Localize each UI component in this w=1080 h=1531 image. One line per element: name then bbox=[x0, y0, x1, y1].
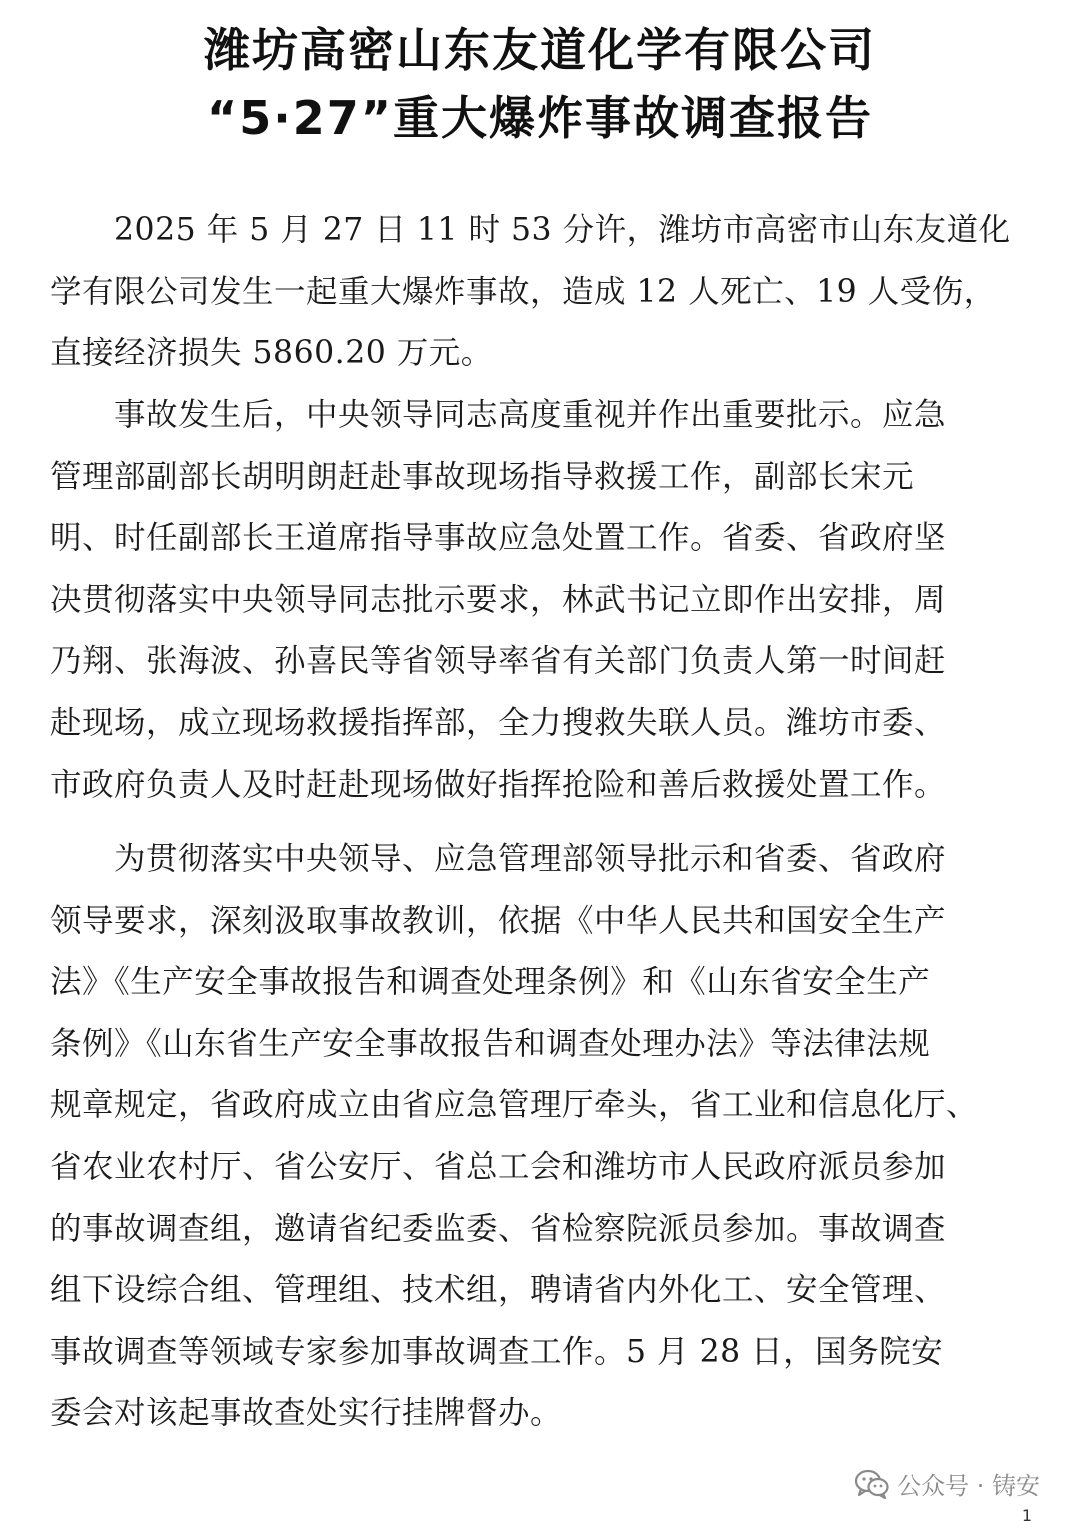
document-title-line-2: “5·27”重大爆炸事故调查报告 bbox=[207, 91, 873, 145]
paragraph-line: 事故发生后，中央领导同志高度重视并作出重要批示。应急 bbox=[114, 397, 947, 433]
paragraph-line: 事故调查等领域专家参加事故调查工作。5 月 28 日，国务院安 bbox=[50, 1333, 944, 1370]
paragraph-line: 的事故调查组，邀请省纪委监委、省检察院派员参加。事故调查 bbox=[50, 1210, 947, 1247]
paragraph-3 bbox=[50, 829, 1040, 1445]
paragraph-line: 规章规定，省政府成立由省应急管理厅牵头，省工业和信息化厅、 bbox=[50, 1087, 979, 1124]
page-number: 1 bbox=[1021, 1506, 1032, 1525]
paragraph-line: 委会对该起事故查处实行挂牌督办。 bbox=[50, 1395, 563, 1432]
paragraph-line: 组下设综合组、管理组、技术组，聘请省内外化工、安全管理、 bbox=[50, 1272, 947, 1309]
paragraph-line: 赴现场，成立现场救援指挥部，全力搜救失联人员。潍坊市委、 bbox=[50, 704, 947, 741]
paragraph-2 bbox=[50, 385, 1040, 816]
paragraph-line: 2025 年 5 月 27 日 11 时 53 分许，潍坊市高密市山东友道化 bbox=[114, 212, 1011, 248]
paragraph-line: 学有限公司发生一起重大爆炸事故，造成 12 人死亡、19 人受伤， bbox=[50, 273, 996, 310]
paragraph-line: 乃翔、张海波、孙喜民等省领导率省有关部门负责人第一时间赶 bbox=[50, 643, 947, 680]
paragraph-line: 条例》《山东省生产安全事故报告和调查处理办法》等法律法规 bbox=[50, 1025, 931, 1062]
paragraph-line: 省农业农村厅、省公安厅、省总工会和潍坊市人民政府派员参加 bbox=[50, 1148, 947, 1185]
document-title-line-1: 潍坊高密山东友道化学有限公司 bbox=[204, 23, 876, 77]
paragraph-line: 领导要求，深刻汲取事故教训，依据《中华人民共和国安全生产 bbox=[50, 902, 947, 939]
paragraph-line: 法》《生产安全事故报告和调查处理条例》和《山东省安全生产 bbox=[50, 964, 931, 1001]
paragraph-line: 为贯彻落实中央领导、应急管理部领导批示和省委、省政府 bbox=[114, 841, 947, 877]
paragraph-line: 管理部副部长胡明朗赶赴事故现场指导救援工作，副部长宋元 bbox=[50, 458, 915, 495]
paragraph-line: 直接经济损失 5860.20 万元。 bbox=[50, 335, 493, 372]
paragraph-line: 明、时任副部长王道席指导事故应急处置工作。省委、省政府坚 bbox=[50, 520, 947, 557]
wechat-icon bbox=[855, 1469, 889, 1499]
wechat-watermark bbox=[855, 1466, 1040, 1501]
paragraph-line: 市政府负责人及时赶赴现场做好指挥抢险和善后救援处置工作。 bbox=[50, 766, 947, 803]
watermark-text: 公众号 · 铸安 bbox=[897, 1472, 1040, 1500]
paragraph-1 bbox=[50, 200, 1040, 385]
paragraph-line: 决贯彻落实中央领导同志批示要求，林武书记立即作出安排，周 bbox=[50, 581, 947, 618]
